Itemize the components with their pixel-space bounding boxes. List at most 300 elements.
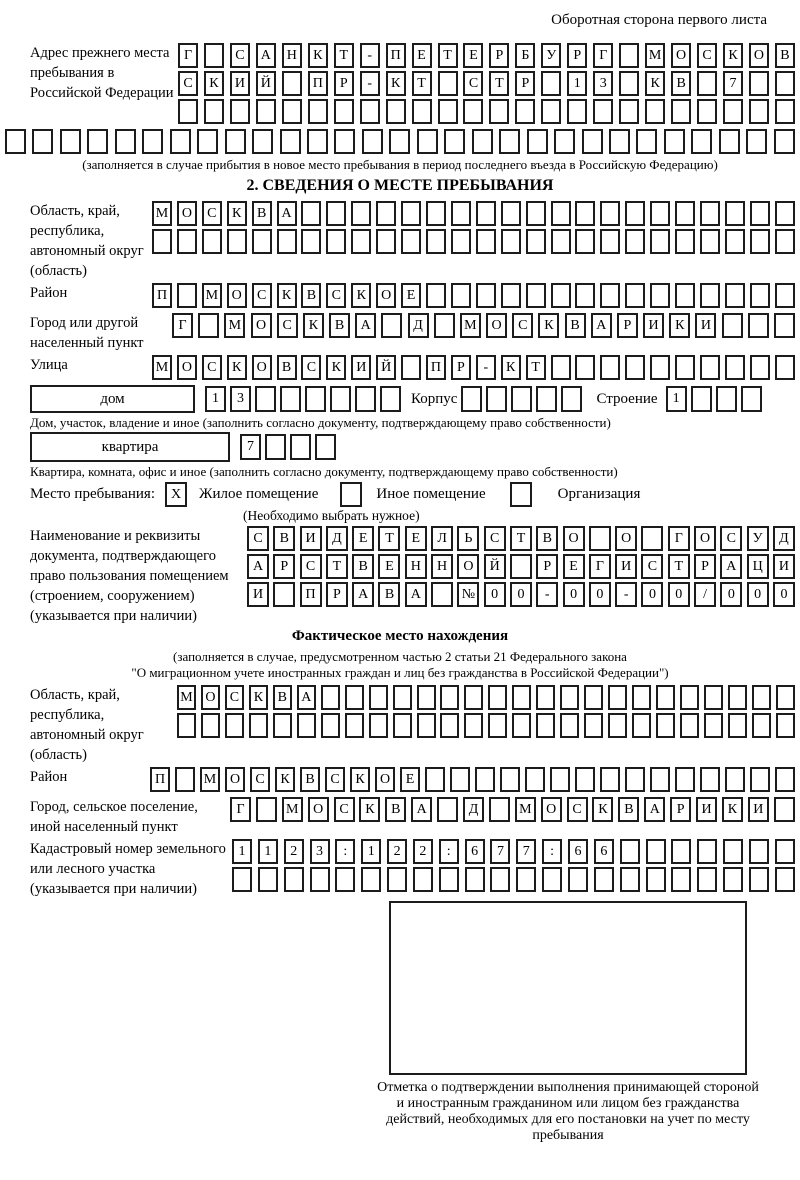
char-cell[interactable] (650, 283, 670, 308)
char-cell[interactable]: Р (567, 43, 587, 68)
char-cell[interactable]: А (247, 554, 269, 579)
char-cell[interactable] (560, 713, 579, 738)
char-cell[interactable]: В (618, 797, 639, 822)
char-cell[interactable]: 7 (490, 839, 510, 864)
char-cell[interactable] (178, 99, 198, 124)
char-cell[interactable] (725, 283, 745, 308)
char-cell[interactable] (351, 229, 371, 254)
char-cell[interactable] (115, 129, 136, 154)
char-cell[interactable]: 1 (666, 386, 687, 412)
char-cell[interactable] (280, 386, 301, 412)
char-cell[interactable]: И (351, 355, 371, 380)
checkbox-residential[interactable]: X (165, 482, 187, 507)
char-cell[interactable] (355, 386, 376, 412)
char-cell[interactable] (393, 713, 412, 738)
char-cell[interactable] (646, 839, 666, 864)
char-cell[interactable] (307, 129, 328, 154)
char-cell[interactable] (525, 767, 545, 792)
char-cell[interactable] (451, 229, 471, 254)
char-cell[interactable]: М (152, 355, 172, 380)
char-cell[interactable]: С (641, 554, 663, 579)
char-cell[interactable] (752, 713, 771, 738)
char-cell[interactable] (401, 201, 421, 226)
char-cell[interactable] (381, 313, 402, 338)
char-cell[interactable]: О (375, 767, 395, 792)
char-cell[interactable] (750, 229, 770, 254)
char-cell[interactable] (671, 99, 691, 124)
char-cell[interactable]: Т (378, 526, 400, 551)
char-cell[interactable]: О (694, 526, 716, 551)
char-cell[interactable]: К (204, 71, 224, 96)
char-cell[interactable] (369, 713, 388, 738)
char-cell[interactable]: Й (256, 71, 276, 96)
char-cell[interactable] (476, 229, 496, 254)
char-cell[interactable]: Т (438, 43, 458, 68)
char-cell[interactable] (728, 713, 747, 738)
char-cell[interactable]: М (177, 685, 196, 710)
char-cell[interactable]: О (563, 526, 585, 551)
char-cell[interactable] (301, 201, 321, 226)
char-cell[interactable]: С (484, 526, 506, 551)
char-cell[interactable]: П (386, 43, 406, 68)
char-cell[interactable] (389, 129, 410, 154)
char-cell[interactable] (625, 229, 645, 254)
char-cell[interactable] (645, 99, 665, 124)
char-cell[interactable] (197, 129, 218, 154)
char-cell[interactable] (697, 867, 717, 892)
char-cell[interactable] (273, 713, 292, 738)
char-cell[interactable] (725, 229, 745, 254)
checkbox-other-premises[interactable] (340, 482, 362, 507)
char-cell[interactable] (593, 99, 613, 124)
char-cell[interactable] (584, 685, 603, 710)
char-cell[interactable]: С (325, 767, 345, 792)
char-cell[interactable] (488, 685, 507, 710)
char-cell[interactable]: О (671, 43, 691, 68)
char-cell[interactable] (725, 201, 745, 226)
char-cell[interactable] (700, 283, 720, 308)
char-cell[interactable]: Е (400, 767, 420, 792)
char-cell[interactable]: С (300, 554, 322, 579)
char-cell[interactable]: И (773, 554, 795, 579)
char-cell[interactable]: 0 (641, 582, 663, 607)
char-cell[interactable] (625, 201, 645, 226)
char-cell[interactable]: К (277, 283, 297, 308)
char-cell[interactable]: 6 (594, 839, 614, 864)
char-cell[interactable]: С (334, 797, 355, 822)
char-cell[interactable] (280, 129, 301, 154)
char-cell[interactable] (5, 129, 26, 154)
char-cell[interactable] (252, 229, 272, 254)
char-cell[interactable] (594, 867, 614, 892)
char-cell[interactable]: Е (405, 526, 427, 551)
char-cell[interactable]: О (225, 767, 245, 792)
char-cell[interactable]: 2 (387, 839, 407, 864)
char-cell[interactable] (656, 685, 675, 710)
char-cell[interactable]: В (775, 43, 795, 68)
char-cell[interactable]: - (360, 71, 380, 96)
char-cell[interactable]: В (352, 554, 374, 579)
char-cell[interactable] (464, 685, 483, 710)
char-cell[interactable]: М (282, 797, 303, 822)
char-cell[interactable]: Ц (747, 554, 769, 579)
char-cell[interactable] (748, 313, 769, 338)
char-cell[interactable] (413, 867, 433, 892)
char-cell[interactable]: В (273, 685, 292, 710)
char-cell[interactable]: № (457, 582, 479, 607)
char-cell[interactable] (625, 283, 645, 308)
char-cell[interactable] (671, 867, 691, 892)
char-cell[interactable] (691, 386, 712, 412)
char-cell[interactable] (641, 526, 663, 551)
char-cell[interactable]: П (150, 767, 170, 792)
char-cell[interactable] (526, 229, 546, 254)
char-cell[interactable]: О (177, 201, 197, 226)
char-cell[interactable]: И (247, 582, 269, 607)
char-cell[interactable]: П (300, 582, 322, 607)
char-cell[interactable]: А (411, 797, 432, 822)
char-cell[interactable]: 0 (773, 582, 795, 607)
char-cell[interactable] (664, 129, 685, 154)
char-cell[interactable]: С (697, 43, 717, 68)
char-cell[interactable]: И (748, 797, 769, 822)
char-cell[interactable] (723, 99, 743, 124)
char-cell[interactable] (600, 229, 620, 254)
char-cell[interactable] (489, 99, 509, 124)
char-cell[interactable]: Д (408, 313, 429, 338)
char-cell[interactable] (252, 129, 273, 154)
char-cell[interactable]: С (230, 43, 250, 68)
checkbox-organization[interactable] (510, 482, 532, 507)
char-cell[interactable] (741, 386, 762, 412)
char-cell[interactable] (230, 99, 250, 124)
char-cell[interactable] (632, 685, 651, 710)
char-cell[interactable]: С (301, 355, 321, 380)
char-cell[interactable] (551, 201, 571, 226)
char-cell[interactable]: О (457, 554, 479, 579)
char-cell[interactable]: О (486, 313, 507, 338)
char-cell[interactable] (650, 201, 670, 226)
char-cell[interactable]: 2 (284, 839, 304, 864)
char-cell[interactable] (465, 867, 485, 892)
char-cell[interactable] (675, 283, 695, 308)
char-cell[interactable] (425, 767, 445, 792)
char-cell[interactable] (501, 229, 521, 254)
char-cell[interactable]: : (542, 839, 562, 864)
char-cell[interactable]: Е (412, 43, 432, 68)
char-cell[interactable] (417, 713, 436, 738)
char-cell[interactable] (387, 867, 407, 892)
char-cell[interactable] (440, 685, 459, 710)
char-cell[interactable]: С (250, 767, 270, 792)
char-cell[interactable] (401, 355, 421, 380)
char-cell[interactable] (749, 71, 769, 96)
char-cell[interactable]: И (696, 797, 717, 822)
char-cell[interactable] (600, 283, 620, 308)
char-cell[interactable] (501, 283, 521, 308)
char-cell[interactable]: В (565, 313, 586, 338)
char-cell[interactable] (225, 713, 244, 738)
char-cell[interactable]: В (536, 526, 558, 551)
char-cell[interactable]: 7 (240, 434, 261, 460)
char-cell[interactable]: О (177, 355, 197, 380)
char-cell[interactable] (716, 386, 737, 412)
char-cell[interactable] (284, 867, 304, 892)
char-cell[interactable] (290, 434, 311, 460)
char-cell[interactable]: Н (405, 554, 427, 579)
char-cell[interactable] (488, 713, 507, 738)
char-cell[interactable]: Б (515, 43, 535, 68)
char-cell[interactable] (361, 867, 381, 892)
char-cell[interactable] (650, 229, 670, 254)
char-cell[interactable] (619, 71, 639, 96)
char-cell[interactable]: Г (668, 526, 690, 551)
char-cell[interactable]: 3 (310, 839, 330, 864)
char-cell[interactable] (345, 685, 364, 710)
char-cell[interactable]: С (247, 526, 269, 551)
char-cell[interactable]: И (643, 313, 664, 338)
char-cell[interactable] (776, 685, 795, 710)
char-cell[interactable]: Т (510, 526, 532, 551)
char-cell[interactable]: И (230, 71, 250, 96)
char-cell[interactable] (700, 229, 720, 254)
char-cell[interactable] (723, 867, 743, 892)
char-cell[interactable]: П (426, 355, 446, 380)
char-cell[interactable]: К (350, 767, 370, 792)
char-cell[interactable]: П (308, 71, 328, 96)
char-cell[interactable] (297, 713, 316, 738)
char-cell[interactable] (650, 767, 670, 792)
char-cell[interactable] (431, 582, 453, 607)
char-cell[interactable] (511, 386, 532, 412)
char-cell[interactable] (697, 71, 717, 96)
char-cell[interactable] (301, 229, 321, 254)
char-cell[interactable]: Д (463, 797, 484, 822)
char-cell[interactable] (575, 229, 595, 254)
char-cell[interactable] (608, 713, 627, 738)
char-cell[interactable] (550, 767, 570, 792)
char-cell[interactable]: У (747, 526, 769, 551)
char-cell[interactable] (554, 129, 575, 154)
char-cell[interactable] (560, 685, 579, 710)
char-cell[interactable] (255, 386, 276, 412)
char-cell[interactable] (439, 867, 459, 892)
char-cell[interactable]: Р (273, 554, 295, 579)
char-cell[interactable]: С (720, 526, 742, 551)
char-cell[interactable] (536, 713, 555, 738)
char-cell[interactable] (750, 283, 770, 308)
char-cell[interactable]: С (326, 283, 346, 308)
char-cell[interactable]: С (252, 283, 272, 308)
char-cell[interactable]: О (541, 797, 562, 822)
char-cell[interactable] (60, 129, 81, 154)
char-cell[interactable] (582, 129, 603, 154)
char-cell[interactable] (725, 355, 745, 380)
char-cell[interactable] (204, 43, 224, 68)
char-cell[interactable]: А (256, 43, 276, 68)
char-cell[interactable]: Р (617, 313, 638, 338)
char-cell[interactable] (671, 839, 691, 864)
char-cell[interactable] (310, 867, 330, 892)
char-cell[interactable]: Р (326, 582, 348, 607)
char-cell[interactable]: А (644, 797, 665, 822)
char-cell[interactable] (625, 767, 645, 792)
char-cell[interactable] (749, 99, 769, 124)
char-cell[interactable] (282, 99, 302, 124)
char-cell[interactable] (700, 201, 720, 226)
char-cell[interactable]: К (227, 201, 247, 226)
char-cell[interactable] (426, 229, 446, 254)
char-cell[interactable]: Е (401, 283, 421, 308)
char-cell[interactable] (198, 313, 219, 338)
char-cell[interactable] (589, 526, 611, 551)
char-cell[interactable] (568, 867, 588, 892)
char-cell[interactable] (369, 685, 388, 710)
char-cell[interactable]: В (300, 767, 320, 792)
char-cell[interactable]: Д (773, 526, 795, 551)
char-cell[interactable]: Г (230, 797, 251, 822)
char-cell[interactable]: К (249, 685, 268, 710)
char-cell[interactable] (575, 767, 595, 792)
char-cell[interactable] (749, 867, 769, 892)
char-cell[interactable]: А (297, 685, 316, 710)
char-cell[interactable] (775, 99, 795, 124)
char-cell[interactable] (305, 386, 326, 412)
char-cell[interactable] (417, 685, 436, 710)
char-cell[interactable]: К (669, 313, 690, 338)
char-cell[interactable]: К (386, 71, 406, 96)
char-cell[interactable] (750, 201, 770, 226)
char-cell[interactable]: Е (352, 526, 374, 551)
char-cell[interactable]: С (463, 71, 483, 96)
char-cell[interactable]: Н (431, 554, 453, 579)
char-cell[interactable] (722, 313, 743, 338)
char-cell[interactable]: В (378, 582, 400, 607)
char-cell[interactable]: И (615, 554, 637, 579)
char-cell[interactable] (472, 129, 493, 154)
char-cell[interactable] (746, 129, 767, 154)
char-cell[interactable] (536, 386, 557, 412)
char-cell[interactable]: М (460, 313, 481, 338)
char-cell[interactable] (177, 229, 197, 254)
char-cell[interactable]: С (225, 685, 244, 710)
char-cell[interactable] (461, 386, 482, 412)
char-cell[interactable] (749, 839, 769, 864)
char-cell[interactable]: О (615, 526, 637, 551)
char-cell[interactable]: М (645, 43, 665, 68)
char-cell[interactable] (401, 229, 421, 254)
char-cell[interactable]: 0 (747, 582, 769, 607)
char-cell[interactable] (704, 713, 723, 738)
char-cell[interactable] (362, 129, 383, 154)
char-cell[interactable]: Р (515, 71, 535, 96)
char-cell[interactable]: М (224, 313, 245, 338)
char-cell[interactable] (475, 767, 495, 792)
char-cell[interactable]: И (300, 526, 322, 551)
char-cell[interactable] (315, 434, 336, 460)
char-cell[interactable]: О (308, 797, 329, 822)
char-cell[interactable]: Р (489, 43, 509, 68)
char-cell[interactable] (265, 434, 286, 460)
char-cell[interactable] (774, 313, 795, 338)
char-cell[interactable]: Е (563, 554, 585, 579)
char-cell[interactable]: Т (326, 554, 348, 579)
char-cell[interactable] (675, 229, 695, 254)
char-cell[interactable] (87, 129, 108, 154)
char-cell[interactable] (326, 229, 346, 254)
char-cell[interactable]: К (501, 355, 521, 380)
char-cell[interactable] (752, 685, 771, 710)
char-cell[interactable] (463, 99, 483, 124)
char-cell[interactable] (417, 129, 438, 154)
char-cell[interactable] (541, 71, 561, 96)
char-cell[interactable]: 0 (510, 582, 532, 607)
char-cell[interactable] (515, 99, 535, 124)
char-cell[interactable]: 1 (232, 839, 252, 864)
char-cell[interactable]: К (326, 355, 346, 380)
char-cell[interactable] (476, 283, 496, 308)
char-cell[interactable] (725, 767, 745, 792)
char-cell[interactable] (360, 99, 380, 124)
char-cell[interactable]: Р (670, 797, 691, 822)
char-cell[interactable]: В (329, 313, 350, 338)
char-cell[interactable] (334, 129, 355, 154)
char-cell[interactable] (438, 99, 458, 124)
char-cell[interactable]: Г (589, 554, 611, 579)
char-cell[interactable]: С (512, 313, 533, 338)
char-cell[interactable] (512, 713, 531, 738)
char-cell[interactable] (232, 867, 252, 892)
char-cell[interactable] (526, 201, 546, 226)
char-cell[interactable] (775, 283, 795, 308)
char-cell[interactable] (542, 867, 562, 892)
char-cell[interactable] (619, 43, 639, 68)
char-cell[interactable]: С (202, 201, 222, 226)
char-cell[interactable] (32, 129, 53, 154)
char-cell[interactable]: Т (668, 554, 690, 579)
char-cell[interactable] (680, 713, 699, 738)
char-cell[interactable] (561, 386, 582, 412)
char-cell[interactable] (321, 713, 340, 738)
char-cell[interactable]: 1 (567, 71, 587, 96)
char-cell[interactable]: К (227, 355, 247, 380)
char-cell[interactable] (551, 355, 571, 380)
char-cell[interactable] (728, 685, 747, 710)
char-cell[interactable]: 1 (205, 386, 226, 412)
char-cell[interactable] (277, 229, 297, 254)
char-cell[interactable] (464, 713, 483, 738)
char-cell[interactable] (345, 713, 364, 738)
char-cell[interactable]: М (202, 283, 222, 308)
char-cell[interactable] (575, 355, 595, 380)
char-cell[interactable] (177, 713, 196, 738)
char-cell[interactable]: В (301, 283, 321, 308)
char-cell[interactable] (675, 355, 695, 380)
char-cell[interactable] (486, 386, 507, 412)
char-cell[interactable] (609, 129, 630, 154)
char-cell[interactable]: Й (484, 554, 506, 579)
char-cell[interactable] (204, 99, 224, 124)
char-cell[interactable] (551, 229, 571, 254)
char-cell[interactable] (516, 867, 536, 892)
char-cell[interactable] (704, 685, 723, 710)
char-cell[interactable] (656, 713, 675, 738)
char-cell[interactable]: К (592, 797, 613, 822)
char-cell[interactable]: - (360, 43, 380, 68)
char-cell[interactable] (434, 313, 455, 338)
char-cell[interactable] (774, 797, 795, 822)
char-cell[interactable] (330, 386, 351, 412)
